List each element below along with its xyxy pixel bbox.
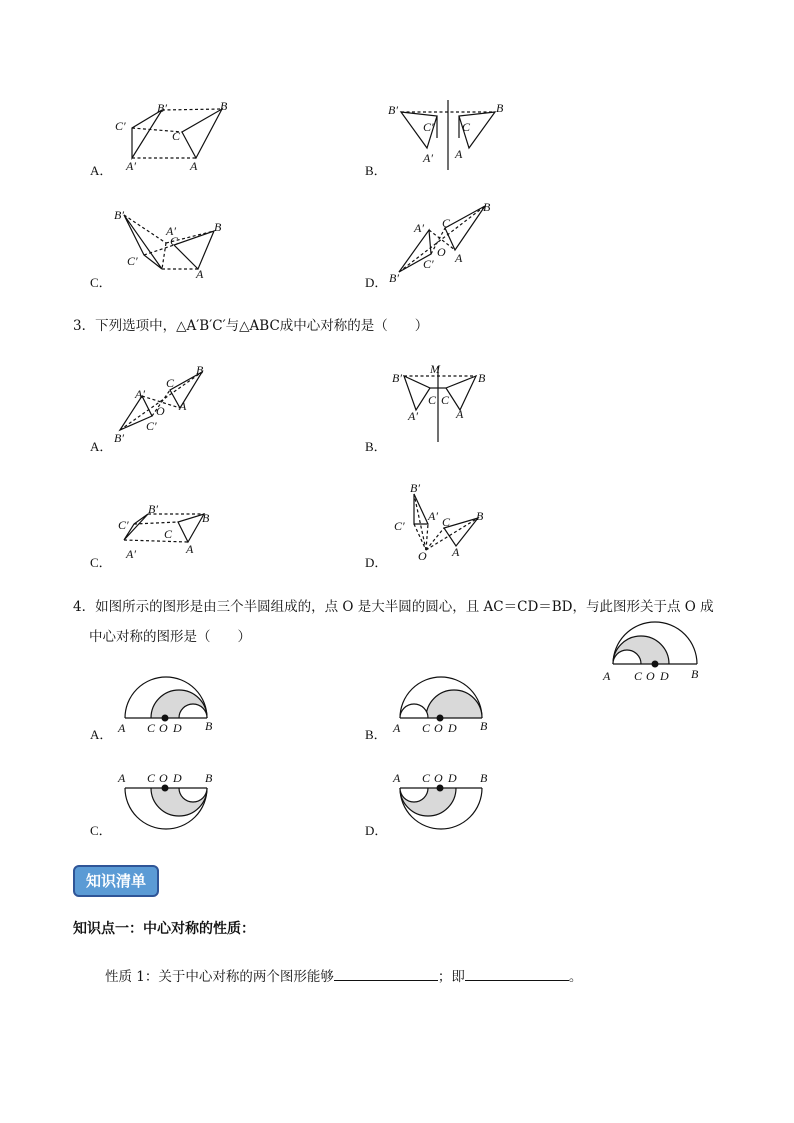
knowledge-list-badge: 知识清单 (73, 865, 159, 897)
label-c: C (428, 393, 437, 407)
label-c: C (166, 376, 175, 390)
q2-option-b[interactable]: B． (365, 163, 387, 178)
label-cp: C′ (423, 120, 434, 134)
label-d: D (448, 771, 457, 785)
label-b: B (476, 509, 484, 523)
label-a: A (118, 771, 126, 785)
q3-figure-b (390, 360, 500, 445)
q4-figure-b (390, 670, 500, 735)
label-d: D (173, 771, 182, 785)
q3-text: 下列选项中，△A′B′C′与△ABC成中心对称的是（ ） (95, 318, 429, 334)
label-cp: C′ (394, 519, 405, 533)
label-c: C (172, 129, 181, 143)
label-o: O (434, 771, 443, 785)
label-cp: C′ (115, 119, 126, 133)
label-cp: C′ (423, 257, 434, 271)
q3-figure-a (110, 360, 230, 445)
label-bp: B′ (148, 502, 158, 516)
property-1 (105, 966, 582, 987)
label-o: O (418, 549, 427, 563)
q3-figure-c (112, 500, 222, 560)
label-a: A (186, 542, 194, 556)
q2-option-c[interactable]: C． (90, 275, 112, 290)
q3-option-a[interactable]: A． (90, 439, 113, 454)
label-b: B (483, 200, 491, 214)
label-a: A (196, 267, 204, 281)
q4-option-a[interactable]: A． (90, 727, 113, 742)
label-o: O (156, 404, 165, 418)
label-b: B (205, 719, 213, 733)
label-ap: A′ (408, 409, 418, 423)
label-a: A (456, 407, 464, 421)
q2-option-a[interactable]: A． (90, 163, 113, 178)
label-b: B (496, 101, 504, 115)
label-bp: B′ (392, 371, 402, 385)
q2-figure-d (385, 200, 515, 285)
label-d: D (660, 669, 669, 683)
q3-option-b[interactable]: B． (365, 439, 387, 454)
label-bp: B′ (389, 271, 399, 285)
label-a: A (452, 545, 460, 559)
label-b: B (480, 719, 488, 733)
label-a: A (393, 771, 401, 785)
label-b: B (214, 220, 222, 234)
label-cp: C′ (146, 419, 157, 433)
q2-figure-b (385, 100, 515, 175)
label-bp: B′ (114, 431, 124, 445)
q3-figure-d (388, 480, 498, 565)
label-bp: B′ (114, 208, 124, 222)
property-1-end: 。 (568, 969, 583, 985)
label-c: C (164, 527, 173, 541)
label-cp: C′ (127, 254, 138, 268)
q2-figure-a (110, 100, 240, 175)
label-ap: A′ (166, 224, 176, 238)
label-b: B (478, 371, 486, 385)
label-ap: A′ (126, 159, 136, 173)
label-o: O (159, 721, 168, 735)
q3-option-d[interactable]: D． (365, 555, 388, 570)
label-a: A (118, 721, 126, 735)
q4-option-d[interactable]: D． (365, 823, 388, 838)
q4-stem-line1 (73, 597, 733, 617)
q4-figure-a (115, 670, 225, 735)
label-o: O (434, 721, 443, 735)
label-b: B (196, 363, 204, 377)
label-b: B (480, 771, 488, 785)
label-c: C (442, 515, 451, 529)
property-1-prefix: 性质 1：关于中心对称的两个图形能够 (105, 969, 334, 985)
label-o: O (646, 669, 655, 683)
label-a: A (455, 147, 463, 161)
label-bp: B′ (410, 481, 420, 495)
label-ap: A′ (126, 547, 136, 561)
label-o: O (159, 771, 168, 785)
q4-option-b[interactable]: B． (365, 727, 387, 742)
label-o: O (437, 245, 446, 259)
q4-figure-c (115, 770, 225, 835)
fill-blank-1[interactable] (334, 966, 438, 981)
label-c: C (634, 669, 643, 683)
label-c: C (170, 234, 179, 248)
label-b: B (220, 99, 228, 113)
q4-text-line1: 如图所示的图形是由三个半圆组成的，点 O 是大半圆的圆心，且 AC＝CD＝BD，与此图形关于点 O 成 (95, 599, 714, 615)
q4-stem-line2: 中心对称的图形是（ ） (89, 629, 251, 645)
q4-reference-figure (603, 620, 713, 685)
label-c: C (422, 721, 431, 735)
label-c: C (422, 771, 431, 785)
label-a: A (393, 721, 401, 735)
label-ap: A′ (135, 387, 145, 401)
label-c: C (147, 721, 156, 735)
label-b: B (205, 771, 213, 785)
label-b: B (202, 511, 210, 525)
label-ap: A′ (423, 151, 433, 165)
q4-option-c[interactable]: C． (90, 823, 112, 838)
q3-option-c[interactable]: C． (90, 555, 112, 570)
label-bp: B′ (388, 103, 398, 117)
label-c: C (442, 216, 451, 230)
label-a: A (603, 669, 611, 683)
q4-figure-d (390, 770, 500, 835)
q3-number: 3． (73, 318, 96, 334)
label-d: D (448, 721, 457, 735)
label-d: D (173, 721, 182, 735)
label-m: M (430, 362, 440, 376)
label-b: B (691, 667, 699, 681)
label-cp: C′ (118, 518, 129, 532)
label-a: A (455, 251, 463, 265)
label-a: A (190, 159, 198, 173)
label-bp: B′ (157, 101, 167, 115)
section-heading: 知识点一：中心对称的性质： (73, 921, 255, 937)
label-ap: A′ (428, 509, 438, 523)
label-c: C (462, 120, 471, 134)
property-1-mid: ；即 (437, 969, 465, 985)
label-c: C (147, 771, 156, 785)
q3-stem (73, 316, 428, 336)
q4-number: 4． (73, 599, 96, 615)
label-a: A (179, 399, 187, 413)
fill-blank-2[interactable] (465, 966, 569, 981)
label-c: C (441, 393, 450, 407)
q2-figure-c (110, 205, 240, 280)
q2-option-d[interactable]: D． (365, 275, 388, 290)
label-ap: A′ (414, 221, 424, 235)
